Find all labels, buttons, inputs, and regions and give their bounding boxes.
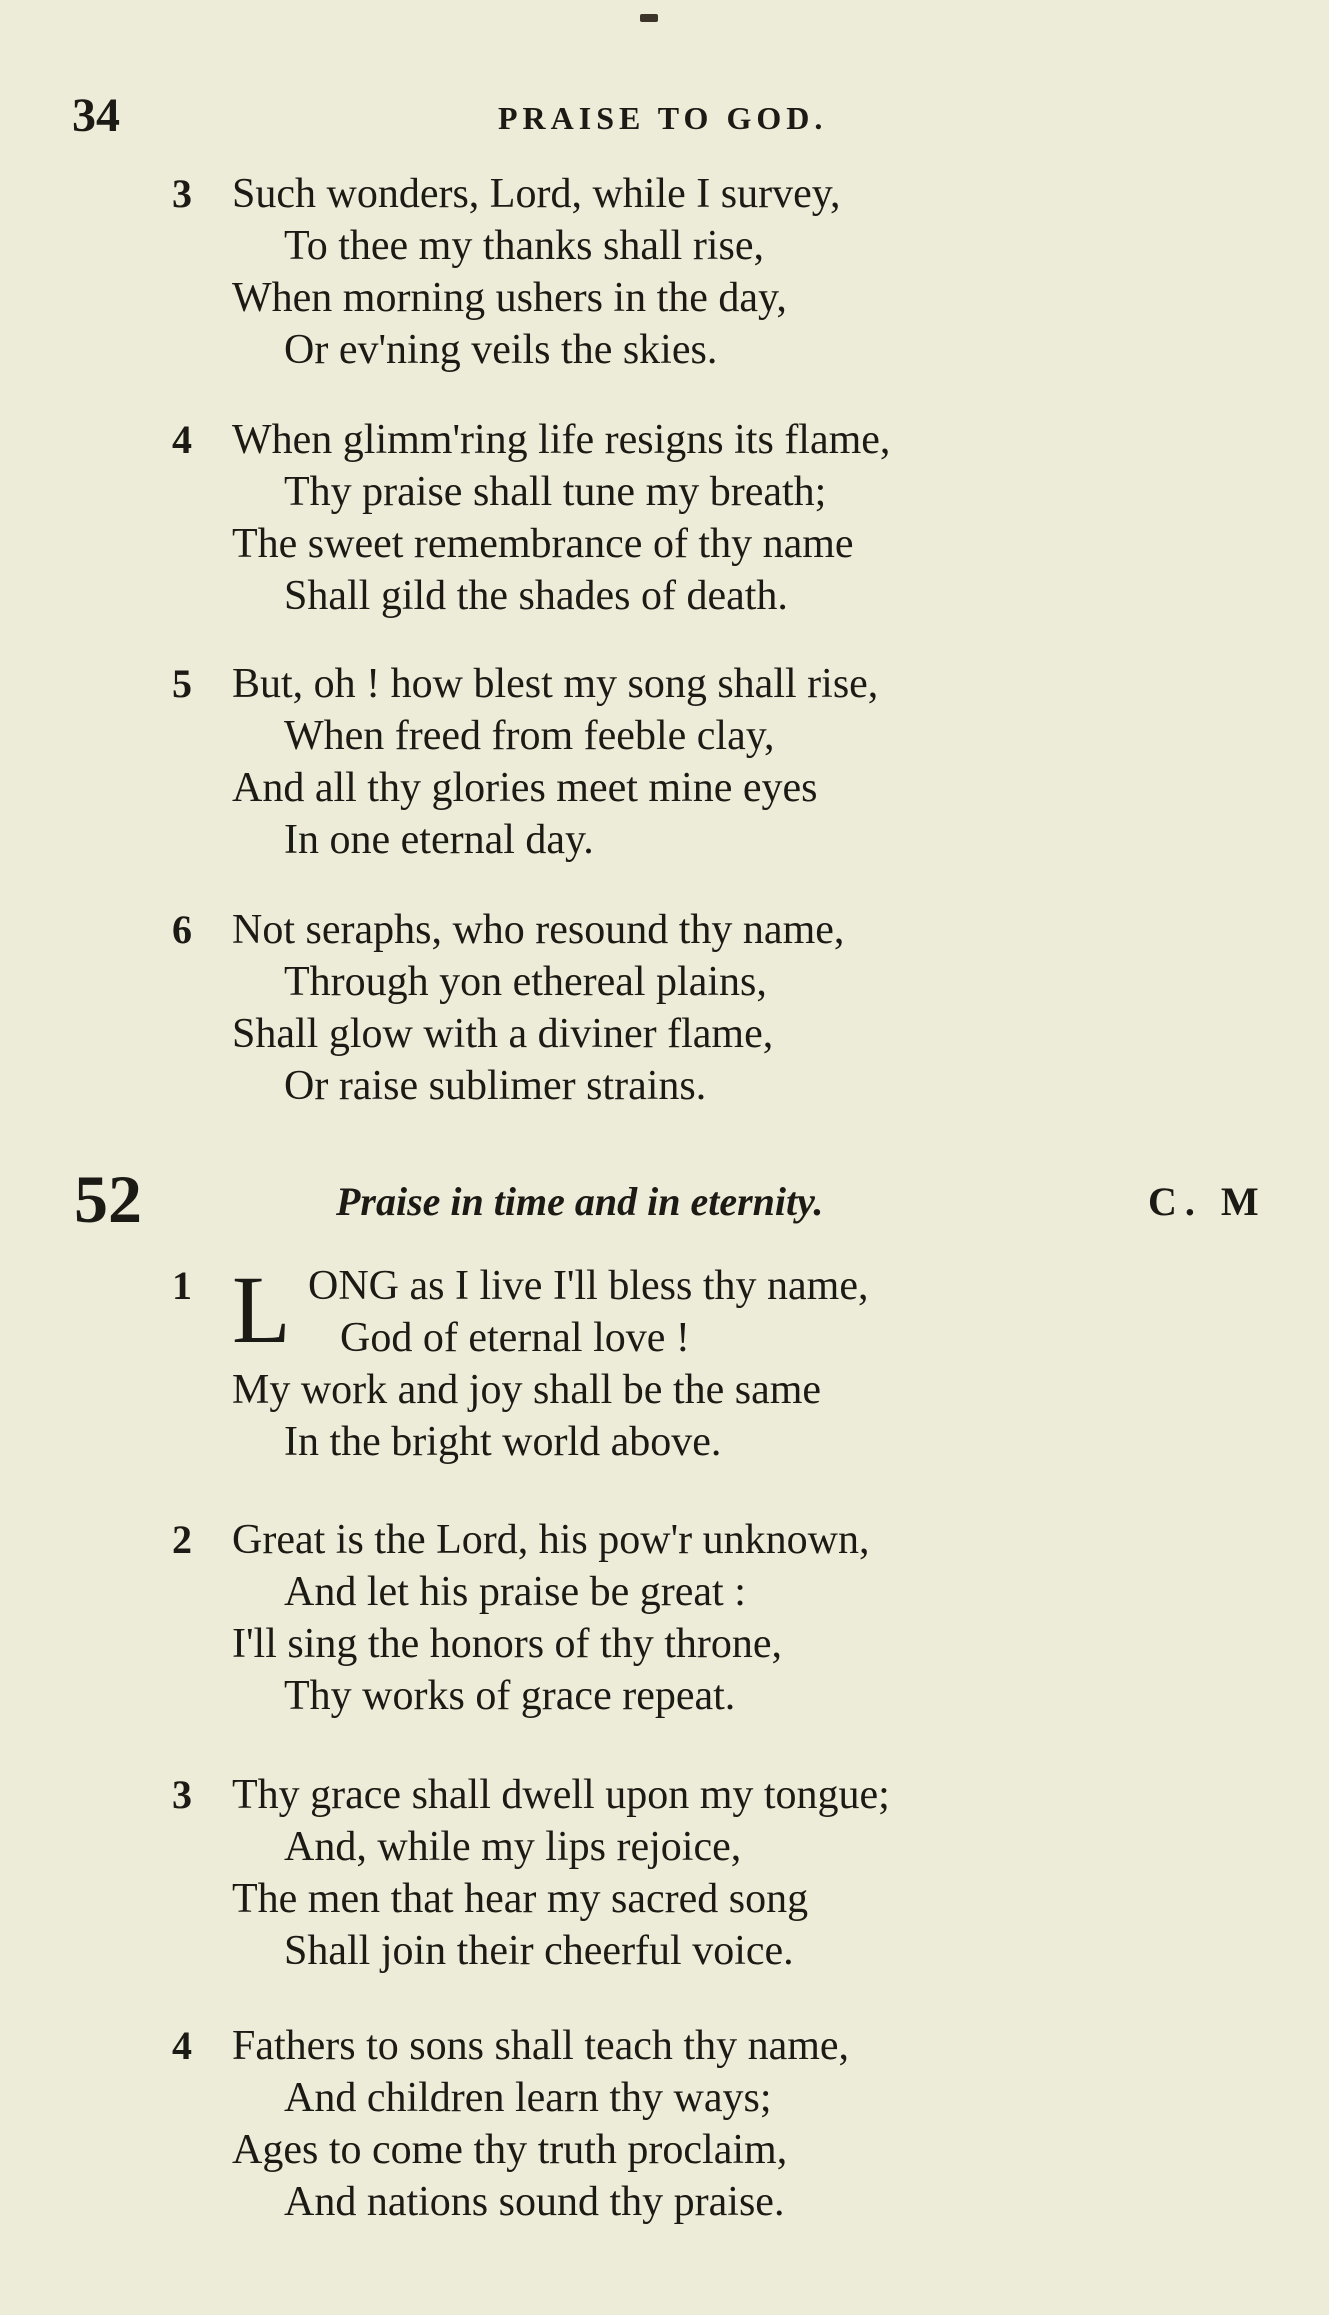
verse-line: Or raise sublimer strains. <box>284 1063 707 1109</box>
verse-line: And let his praise be great : <box>284 1569 746 1615</box>
verse-line: Through yon ethereal plains, <box>284 959 767 1005</box>
verse-line: When glimm'ring life resigns its flame, <box>232 417 891 463</box>
verse-line: Shall join their cheerful voice. <box>284 1928 794 1974</box>
verse-3 <box>0 168 1329 376</box>
verse-number: 5 <box>172 661 192 706</box>
verse-line: When morning ushers in the day, <box>232 275 787 321</box>
hymn-meter: C. M <box>1148 1179 1267 1224</box>
verse-line: My work and joy shall be the same <box>232 1367 822 1413</box>
verse-line: Such wonders, Lord, while I survey, <box>232 171 841 217</box>
verse-line: And children learn thy ways; <box>284 2075 772 2121</box>
verse-line: In the bright world above. <box>284 1419 722 1465</box>
verse-line: The sweet remembrance of thy name <box>232 521 854 567</box>
verse-line: Fathers to sons shall teach thy name, <box>232 2023 850 2069</box>
page-number: 34 <box>72 89 120 142</box>
hymn-title: Praise in time and in eternity. <box>336 1179 824 1224</box>
verse-line: When freed from feeble clay, <box>284 713 775 759</box>
verse-line: Thy grace shall dwell upon my tongue; <box>232 1772 890 1818</box>
verse-line: Or ev'ning veils the skies. <box>284 327 718 373</box>
hymn-verse-2 <box>0 1514 1329 1722</box>
hymn-verse-3 <box>0 1769 1329 1977</box>
verse-line: The men that hear my sacred song <box>232 1876 809 1922</box>
verse-line: Shall glow with a diviner flame, <box>232 1011 774 1057</box>
verse-line: I'll sing the honors of thy throne, <box>232 1621 782 1667</box>
verse-line: ONG as I live I'll bless thy name, <box>308 1263 869 1309</box>
verse-line: And nations sound thy praise. <box>284 2179 785 2225</box>
verse-line: Thy works of grace repeat. <box>284 1673 736 1719</box>
verse-line: And all thy glories meet mine eyes <box>232 765 818 811</box>
verse-line: God of eternal love ! <box>340 1315 690 1361</box>
verse-line: Shall gild the shades of death. <box>284 573 788 619</box>
running-title: PRAISE TO GOD. <box>498 100 828 136</box>
verse-6 <box>0 904 1329 1112</box>
page-header <box>0 88 1329 148</box>
verse-number: 1 <box>172 1263 192 1308</box>
verse-4 <box>0 414 1329 622</box>
verse-line: Not seraphs, who resound thy name, <box>232 907 845 953</box>
verse-number: 3 <box>172 1772 192 1817</box>
ink-speck <box>640 14 658 22</box>
verse-number: 2 <box>172 1517 192 1562</box>
hymn-verse-1 <box>0 1256 1329 1468</box>
verse-number: 4 <box>172 2023 192 2068</box>
verse-line: In one eternal day. <box>284 817 594 863</box>
verse-number: 3 <box>172 171 192 216</box>
verse-line: Thy praise shall tune my breath; <box>284 469 827 515</box>
verse-line: Ages to come thy truth proclaim, <box>232 2127 788 2173</box>
verse-number: 4 <box>172 417 192 462</box>
drop-cap: L <box>232 1256 291 1363</box>
verse-line: And, while my lips rejoice, <box>284 1824 742 1870</box>
verse-5 <box>0 658 1329 866</box>
verse-number: 6 <box>172 907 192 952</box>
verse-line: But, oh ! how blest my song shall rise, <box>232 661 879 707</box>
verse-line: Great is the Lord, his pow'r unknown, <box>232 1517 870 1563</box>
hymn-heading <box>0 1160 1329 1240</box>
verse-line: To thee my thanks shall rise, <box>284 223 764 269</box>
hymn-verse-4 <box>0 2020 1329 2228</box>
hymn-number: 52 <box>74 1161 142 1237</box>
